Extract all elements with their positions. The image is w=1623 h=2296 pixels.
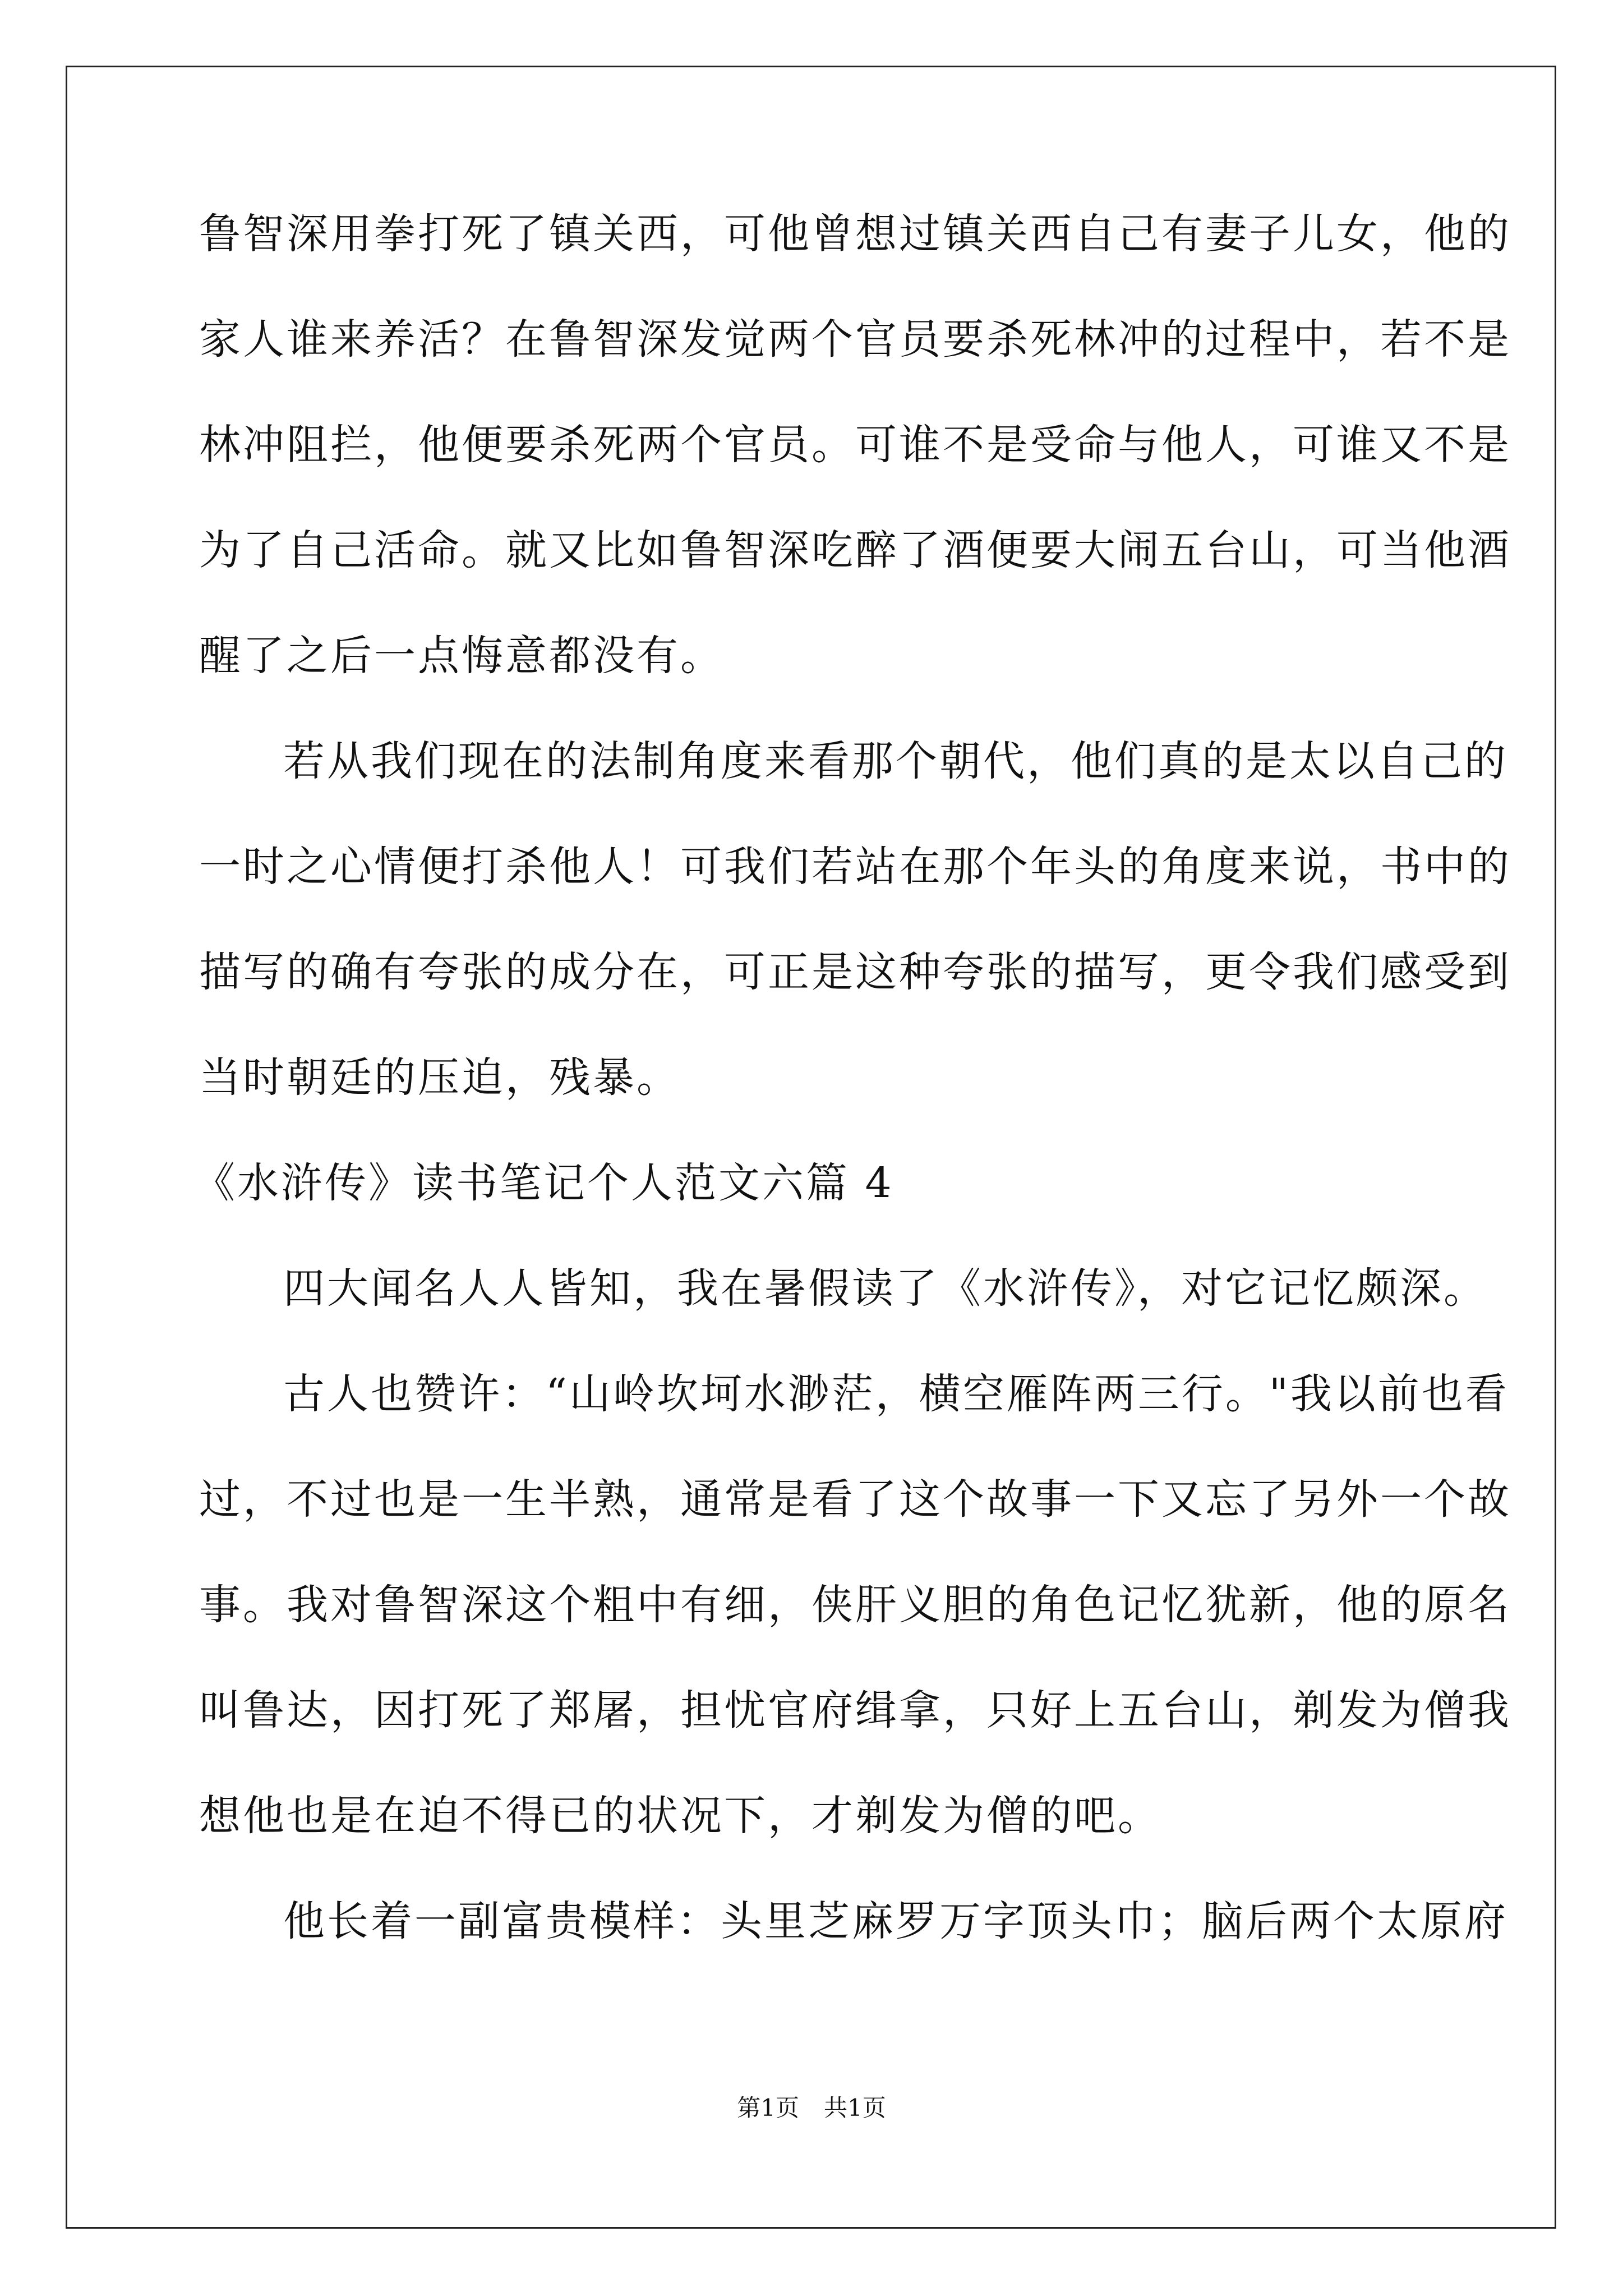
- paragraph-line: 醒了之后一点悔意都没有。: [199, 632, 724, 680]
- paragraph-line: 为了自己活命。就又比如鲁智深吃醉了酒便要大闹五台山，可当他酒: [199, 526, 1511, 574]
- paragraph-line: 当时朝廷的压迫，残暴。: [199, 1053, 680, 1102]
- page-number-total: 共1页: [824, 2094, 886, 2122]
- paragraph-first-line: 他长着一副富贵模样：头里芝麻罗万字顶头巾；脑后两个太原府: [283, 1897, 1508, 1945]
- paragraph-line: 描写的确有夸张的成分在，可正是这种夸张的描写，更令我们感受到: [199, 948, 1511, 996]
- paragraph-first-line: 古人也赞许：“山岭坎坷水渺茫，横空雁阵两三行。"我以前也看: [283, 1370, 1509, 1418]
- paragraph-line: 想他也是在迫不得已的状况下，才剃发为僧的吧。: [199, 1792, 1161, 1840]
- paragraph-line: 过，不过也是一生半熟，通常是看了这个故事一下又忘了另外一个故: [199, 1475, 1511, 1524]
- paragraph-line: 林冲阻拦，他便要杀死两个官员。可谁不是受命与他人，可谁又不是: [199, 421, 1511, 469]
- section-title: 《水浒传》读书笔记个人范文六篇 4: [193, 1159, 894, 1207]
- document-body: [193, 210, 1511, 2006]
- paragraph-line: 事。我对鲁智深这个粗中有细，侠肝义胆的角色记忆犹新，他的原名: [199, 1581, 1511, 1629]
- paragraph-line: 家人谁来养活？在鲁智深发觉两个官员要杀死林冲的过程中，若不是: [199, 315, 1511, 364]
- paragraph-first-line: 四大闻名人人皆知，我在暑假读了《水浒传》，对它记忆颇深。: [283, 1264, 1487, 1313]
- page-footer: [0, 2096, 1623, 2120]
- page-number-current: 第1页: [737, 2094, 799, 2122]
- paragraph-line: 鲁智深用拳打死了镇关西，可他曾想过镇关西自己有妻子儿女，他的: [199, 210, 1511, 258]
- paragraph-first-line: 若从我们现在的法制角度来看那个朝代，他们真的是太以自己的: [283, 737, 1508, 785]
- paragraph-line: 叫鲁达，因打死了郑屠，担忧官府缉拿，只好上五台山，剃发为僧我: [199, 1686, 1511, 1734]
- paragraph-line: 一时之心情便打杀他人！可我们若站在那个年头的角度来说，书中的: [199, 843, 1511, 891]
